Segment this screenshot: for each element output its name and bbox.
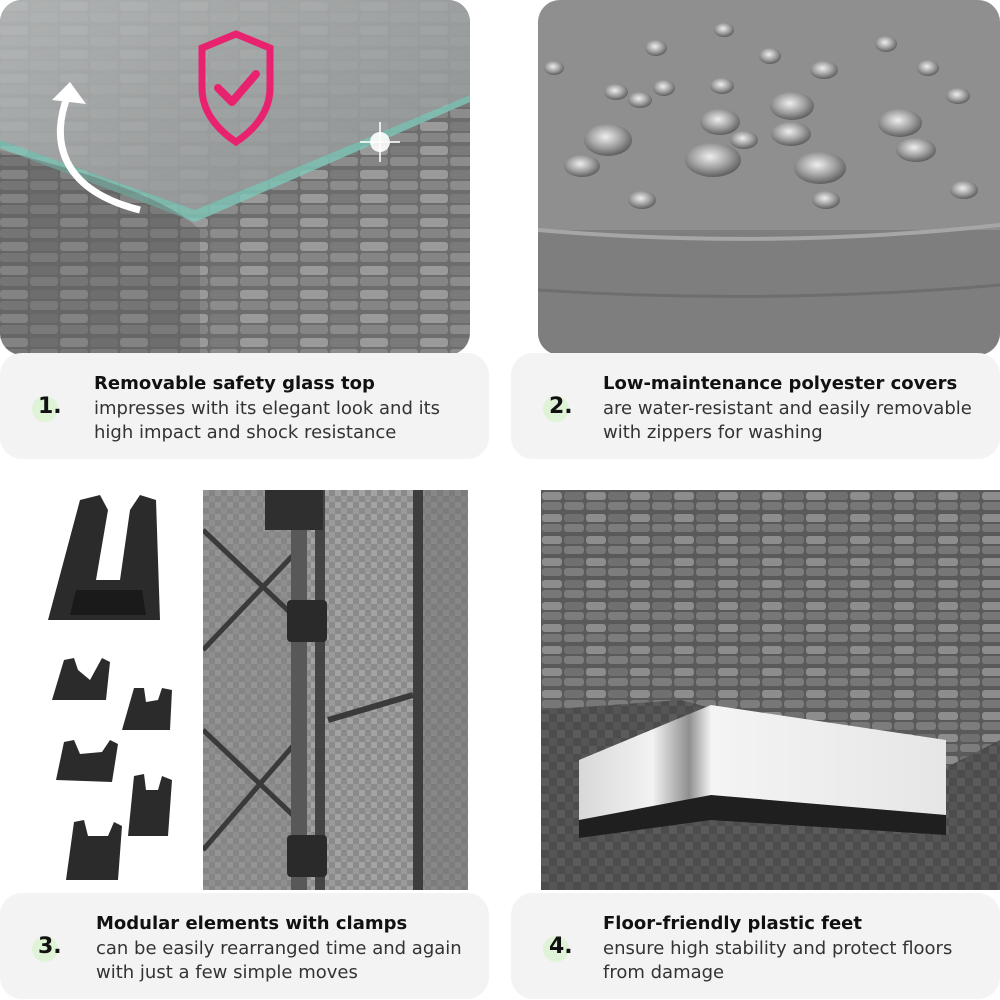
feature-photo-modular-frame <box>203 490 468 890</box>
frame-photo <box>203 490 468 890</box>
feature-card-1 <box>0 353 489 459</box>
feature-title: Floor-friendly plastic feet <box>603 913 862 934</box>
feature-photo-polyester-cover <box>538 0 1000 355</box>
feature-title: Low-maintenance polyester covers <box>603 373 958 394</box>
feature-photo-plastic-feet <box>541 490 1000 890</box>
water-droplets-photo <box>538 0 1000 355</box>
clamp-small-icon <box>66 820 122 880</box>
clamp-small-icon <box>52 658 110 700</box>
feature-card-4 <box>511 893 1000 999</box>
feature-title: Removable safety glass top <box>94 373 375 394</box>
feature-photo-glass-top <box>0 0 470 355</box>
feature-number: 2. <box>549 394 573 419</box>
feature-card-2 <box>511 353 1000 459</box>
feature-card-3 <box>0 893 489 999</box>
clamp-small-icon <box>122 688 172 730</box>
feature-number: 4. <box>549 934 573 959</box>
clamp-small-icon <box>56 740 118 782</box>
clamp-small-icon <box>128 774 172 836</box>
feature-description: impresses with its elegant look and its high impact and shock resistance <box>94 398 441 443</box>
feature-description: can be easily rearranged time and again with just a few simple moves <box>96 938 462 983</box>
feature-number: 1. <box>38 394 62 419</box>
foot-photo <box>541 490 1000 890</box>
clamps-photo <box>30 490 195 890</box>
feature-title: Modular elements with clamps <box>96 913 408 934</box>
feature-number: 3. <box>38 934 62 959</box>
feature-description: are water-resistant and easily removable with zippers for washing <box>603 398 972 443</box>
shield-check-icon <box>196 30 276 150</box>
feature-description: ensure high stability and protect floors from damage <box>603 938 953 983</box>
feature-photo-clamps <box>30 490 195 890</box>
